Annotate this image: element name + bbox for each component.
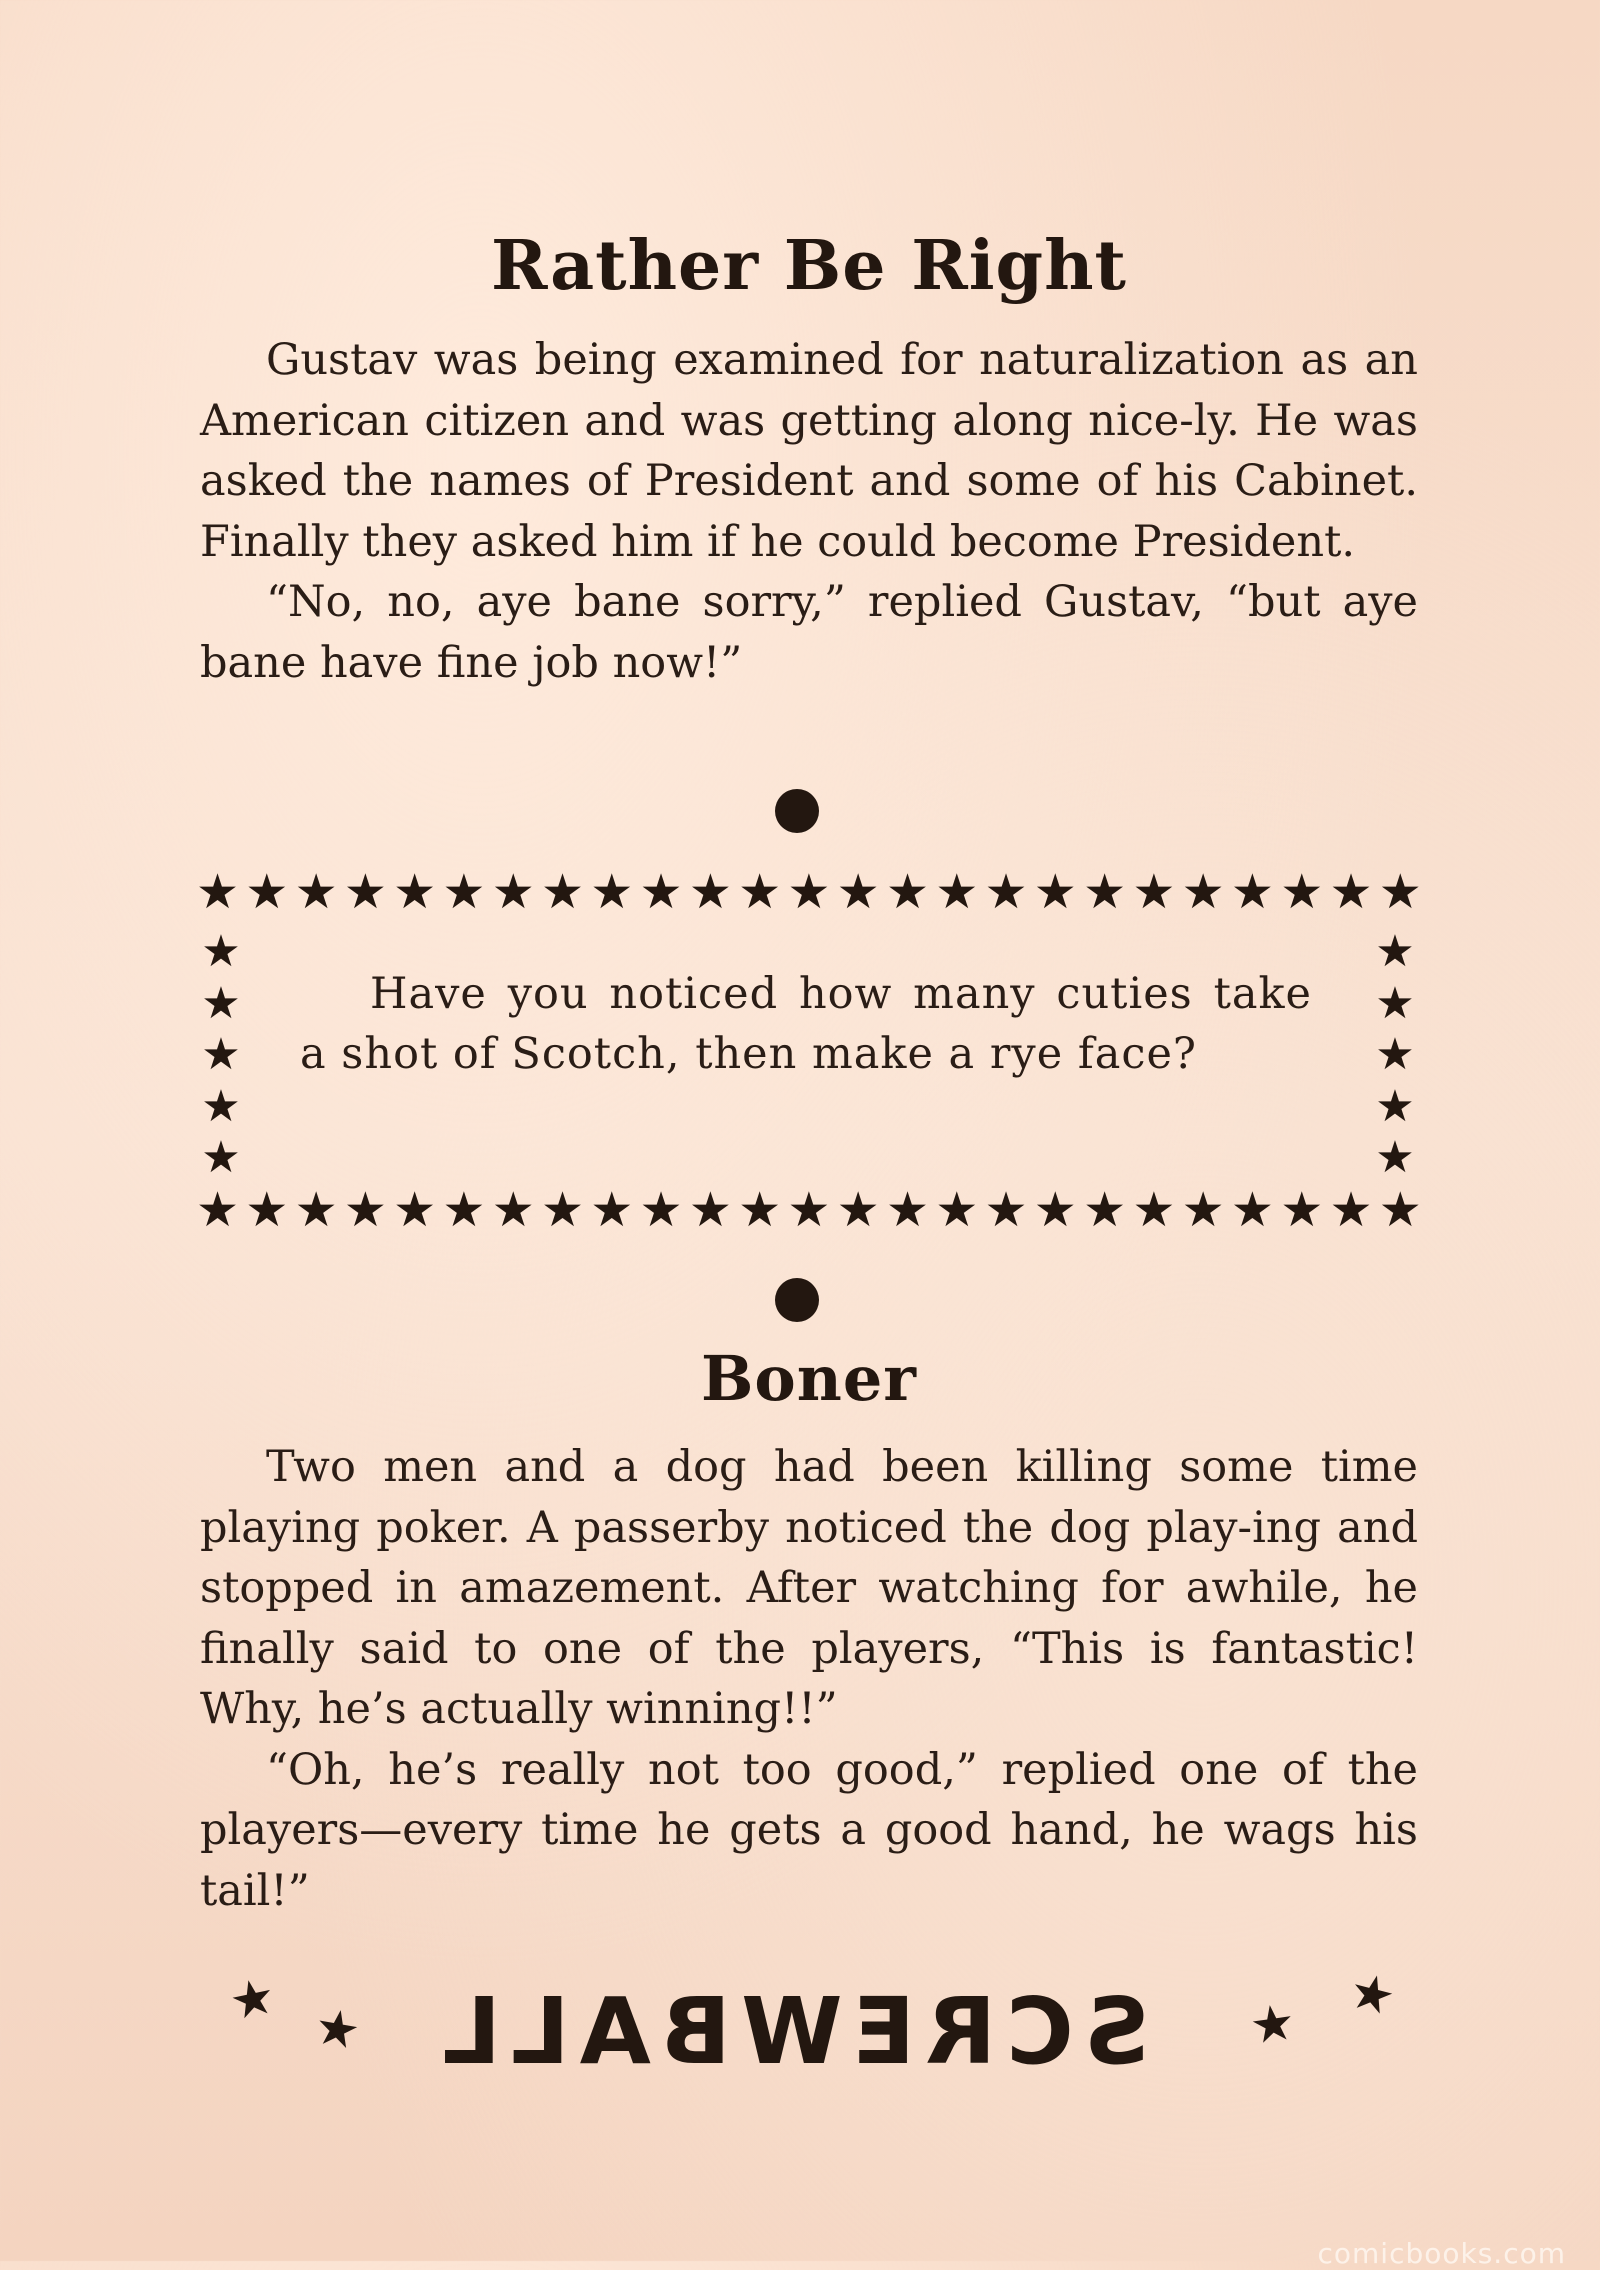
star-icon: ★: [201, 1080, 241, 1132]
star-icon: ★: [836, 1182, 880, 1238]
star-icon: ★: [935, 864, 979, 920]
star-icon: ★: [885, 864, 929, 920]
story-title-rather-be-right: Rather Be Right: [491, 226, 1127, 306]
star-icon: ★: [787, 1182, 831, 1238]
star-icon: ★: [1230, 1182, 1274, 1238]
star-icon: ★: [885, 1182, 929, 1238]
star-icon: ★: [442, 864, 486, 920]
star-icon: ★: [1033, 1182, 1077, 1238]
star-icon: ★: [540, 1182, 584, 1238]
separator-dot: [775, 789, 819, 833]
star-icon: ★: [1246, 1992, 1299, 2056]
star-icon: ★: [1375, 1132, 1415, 1183]
star-icon: ★: [224, 1965, 281, 2033]
star-icon: ★: [1375, 1029, 1415, 1080]
star-icon: ★: [935, 1182, 979, 1238]
boxed-joke-text: Have you noticed how many cuties take a shot of Scotch, then make a rye face?: [300, 969, 1312, 1079]
star-icon: ★: [1329, 1182, 1373, 1238]
star-icon: ★: [738, 1182, 782, 1238]
star-icon: ★: [393, 864, 437, 920]
star-icon: ★: [343, 864, 387, 920]
star-icon: ★: [984, 864, 1028, 920]
star-icon: ★: [294, 864, 338, 920]
separator-dot: [775, 1278, 819, 1322]
star-icon: ★: [738, 864, 782, 920]
star-icon: ★: [1329, 864, 1373, 920]
story-paragraph: “Oh, he’s really not too good,” replied one of the players—every time he gets a good hand, he wags his tail!”: [200, 1744, 1418, 1916]
star-icon: ★: [1280, 864, 1324, 920]
story-paragraph: Gustav was being examined for naturalization as an American citizen and was getting along nice-ly. He was asked the names of President and some of his Cabinet. Finally they asked him if he could become President.: [200, 335, 1418, 567]
star-icon: ★: [343, 1182, 387, 1238]
star-icon: ★: [984, 1182, 1028, 1238]
star-icon: ★: [393, 1182, 437, 1238]
story-title-boner: Boner: [701, 1342, 917, 1415]
footer: [200, 1960, 1418, 2100]
star-icon: ★: [245, 1182, 289, 1238]
star-icon: ★: [196, 864, 240, 920]
star-icon: ★: [540, 864, 584, 920]
star-icon: ★: [245, 864, 289, 920]
star-icon: ★: [294, 1182, 338, 1238]
story-body-rather-be-right: [200, 330, 1418, 693]
star-border-left: [196, 926, 246, 1183]
star-icon: ★: [1378, 864, 1422, 920]
star-border-bottom: [196, 1182, 1422, 1238]
story-paragraph: Two men and a dog had been killing some time playing poker. A passerby noticed the dog play-ing and stopped in amazement. After watching for awhile, he finally said to one of the players, “This is fantastic! Why, he’s actually winning!!”: [200, 1442, 1418, 1734]
star-icon: ★: [201, 1132, 241, 1183]
star-icon: ★: [639, 1182, 683, 1238]
star-icon: ★: [1343, 1960, 1402, 2028]
star-icon: ★: [196, 1182, 240, 1238]
star-icon: ★: [201, 977, 241, 1029]
star-border-top: [196, 864, 1422, 920]
star-icon: ★: [1181, 864, 1225, 920]
story-body-boner: [200, 1437, 1418, 1921]
star-icon: ★: [491, 1182, 535, 1238]
star-icon: ★: [639, 864, 683, 920]
star-icon: ★: [1375, 1080, 1415, 1132]
star-icon: ★: [1375, 926, 1415, 977]
star-icon: ★: [836, 864, 880, 920]
star-icon: ★: [1132, 1182, 1176, 1238]
star-icon: ★: [491, 864, 535, 920]
star-icon: ★: [1230, 864, 1274, 920]
story-paragraph: “No, no, aye bane sorry,” replied Gustav, “but aye bane have fine job now!”: [200, 577, 1418, 688]
watermark: comicbooks.com: [1317, 2237, 1566, 2270]
star-icon: ★: [442, 1182, 486, 1238]
star-icon: ★: [1083, 864, 1127, 920]
star-icon: ★: [310, 1996, 365, 2062]
screwball-logo: SCREWBALL: [432, 1978, 1150, 2085]
star-icon: ★: [1280, 1182, 1324, 1238]
star-icon: ★: [1083, 1182, 1127, 1238]
star-icon: ★: [1033, 864, 1077, 920]
star-border-right: [1370, 926, 1420, 1183]
star-icon: ★: [590, 864, 634, 920]
star-icon: ★: [1132, 864, 1176, 920]
star-icon: ★: [201, 926, 241, 977]
star-icon: ★: [688, 864, 732, 920]
page: [196, 0, 1422, 2261]
star-icon: ★: [201, 1029, 241, 1080]
star-icon: ★: [590, 1182, 634, 1238]
star-icon: ★: [787, 864, 831, 920]
star-icon: ★: [688, 1182, 732, 1238]
star-icon: ★: [1375, 977, 1415, 1029]
star-icon: ★: [1181, 1182, 1225, 1238]
star-icon: ★: [1378, 1182, 1422, 1238]
